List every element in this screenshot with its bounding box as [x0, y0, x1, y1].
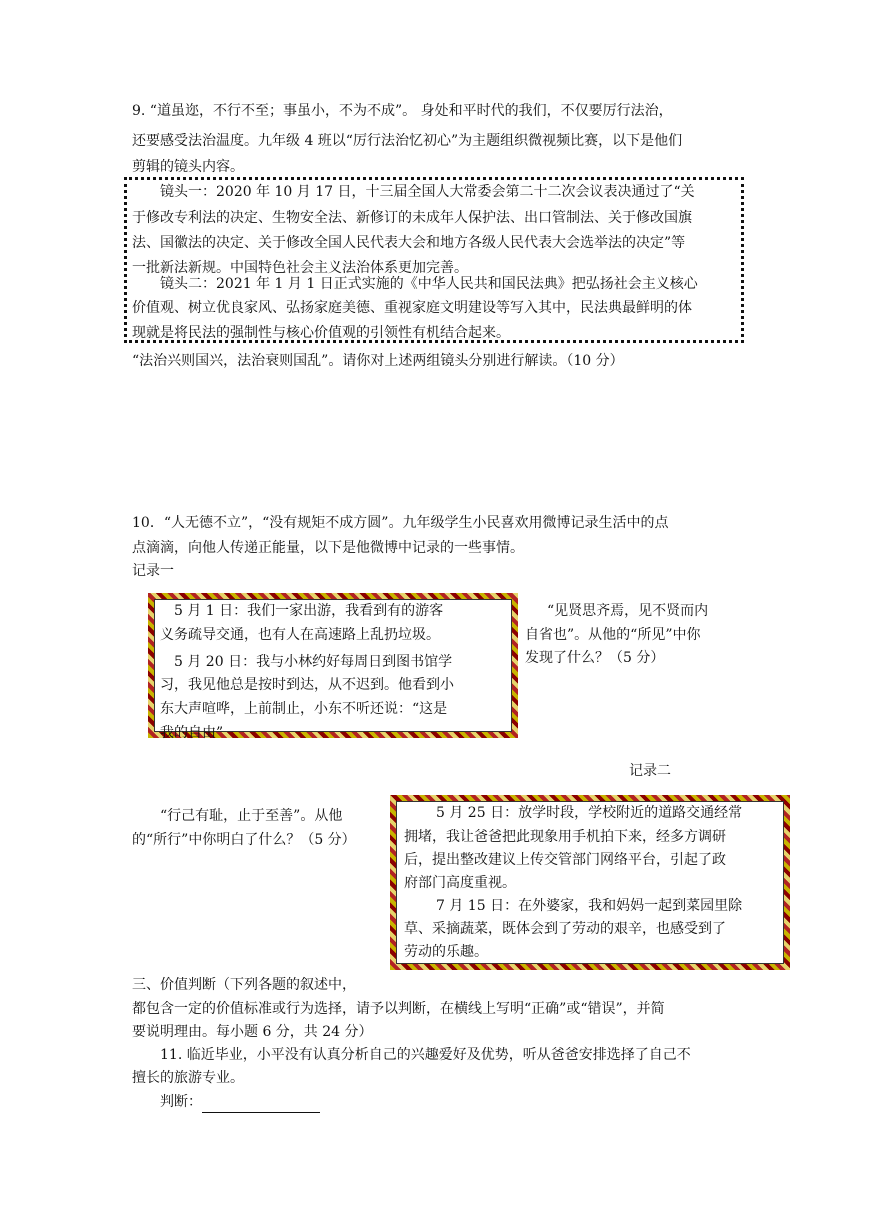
judge-label: 判断：: [160, 1094, 202, 1110]
record2-title: 记录二: [629, 763, 671, 779]
q11-line-2: 擅长的旅游专业。: [132, 1070, 244, 1086]
record1-line-1: 5 月 1 日：我们一家出游，我看到有的游客: [174, 603, 444, 619]
q9-intro-line-2: 还要感受法治温度。九年级 4 班以“厉行法治忆初心”为主题组织微视频比赛，以下是他们: [132, 133, 683, 149]
q11-judge: [160, 1091, 320, 1113]
record2-line-6: 草、采摘蔬菜，既体会到了劳动的艰辛，也感受到了: [404, 921, 726, 937]
q9-box-line-2: 于修改专利法的决定、生物安全法、新修订的未成年人保护法、出口管制法、关于修改国旗: [132, 210, 692, 226]
record1-line-5: 东大声喧哗，上前制止，小东不听还说：“这是: [160, 701, 448, 717]
q9-box-line-3: 法、国徽法的决定、关于修改全国人民代表大会和地方各级人民代表大会选举法的决定”等: [132, 235, 686, 251]
record2-question-line-1: “行己有耻，止于至善”。从他: [160, 808, 343, 824]
q9-box-line-6: 价值观、树立优良家风、弘扬家庭美德、重视家庭文明建设等写入其中，民法典最鲜明的体: [132, 300, 692, 316]
record2-line-7: 劳动的乐趣。: [404, 944, 488, 960]
record1-question-line-1: “见贤思齐焉，见不贤而内: [547, 603, 709, 619]
record1-line-6: 我的自由”: [160, 725, 224, 741]
section3-heading: 三、价值判断（下列各题的叙述中，: [132, 977, 356, 993]
record1-line-4: 习，我见他总是按时到达，从不迟到。他看到小: [160, 677, 454, 693]
judge-answer-blank[interactable]: [202, 1096, 320, 1113]
q10-intro-line-2: 点滴滴，向他人传递正能量，以下是他微博中记录的一些事情。: [132, 540, 524, 556]
q10-intro-line-1: 10．“人无德不立”，“没有规矩不成方圆”。九年级学生小民喜欢用微博记录生活中的点: [132, 515, 669, 531]
q9-intro-line-1: 9. “道虽迩，不行不至；事虽小，不为不成”。 身处和平时代的我们，不仅要厉行法治，: [132, 103, 673, 119]
q9-intro-line-3: 剪辑的镜头内容。: [132, 159, 244, 175]
record1-question-line-3: 发现了什么？（5 分）: [525, 650, 665, 666]
record2-line-1: 5 月 25 日：放学时段，学校附近的道路交通经常: [436, 805, 743, 821]
record2-line-3: 后，提出整改建议上传交管部门网络平台，引起了政: [404, 852, 726, 868]
q9-box-line-1: 镜头一：2020 年 10 月 17 日，十三届全国人大常委会第二十二次会议表决通过了“关: [160, 184, 695, 200]
record1-text-area: [160, 600, 512, 741]
q11-line-1: 11. 临近毕业，小平没有认真分析自己的兴趣爱好及优势，听从爸爸安排选择了自己不: [160, 1047, 691, 1063]
record2-question-line-2: 的“所行”中你明白了什么？（5 分）: [132, 832, 356, 848]
section3-line-1: 都包含一定的价值标准或行为选择，请予以判断，在横线上写明“正确”或“错误”，并简: [132, 1001, 665, 1017]
q9-box-line-7: 现就是将民法的强制性与核心价值观的引领性有机结合起来。: [132, 325, 510, 341]
record2-line-5: 7 月 15 日：在外婆家，我和妈妈一起到菜园里除: [436, 898, 743, 914]
record2-text-area: [400, 802, 784, 962]
record1-line-2: 义务疏导交通，也有人在高速路上乱扔垃圾。: [160, 627, 440, 643]
record1-line-3: 5 月 20 日：我与小林约好每周日到图书馆学: [174, 654, 453, 670]
section3-line-2: 要说明理由。每小题 6 分，共 24 分）: [132, 1024, 373, 1040]
record2-line-4: 府部门高度重视。: [404, 875, 516, 891]
record1-question-line-2: 自省也”。从他的“所见”中你: [525, 627, 701, 643]
q9-box-line-5: 镜头二：2021 年 1 月 1 日正式实施的《中华人民共和国民法典》把弘扬社会主义核心: [160, 276, 698, 292]
q9-box-line-4: 一批新法新规。中国特色社会主义法治体系更加完善。: [132, 260, 468, 276]
q9-question: “法治兴则国兴，法治衰则国乱”。请你对上述两组镜头分别进行解读。（10 分）: [132, 353, 624, 369]
record2-line-2: 拥堵，我让爸爸把此现象用手机拍下来，经多方调研: [404, 829, 726, 845]
record1-title: 记录一: [132, 563, 174, 579]
